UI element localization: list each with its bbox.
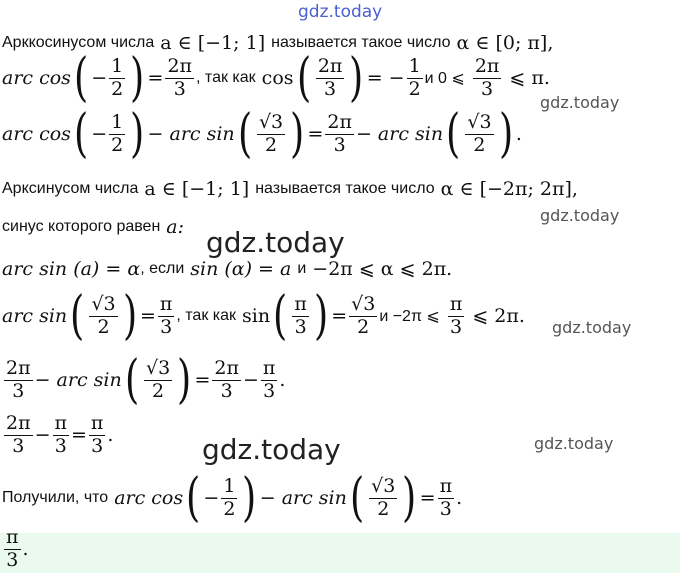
fraction: $\frac{1}{2}$ (223, 474, 236, 520)
fraction: $\frac{√3}{2}$ (258, 110, 284, 156)
watermark: gdz.today (534, 434, 614, 453)
fraction: $\frac{√3}{2}$ (371, 474, 396, 520)
definition-arcsin-cont: синус которого равен a: (2, 216, 185, 238)
fraction: $\frac{1}{2}$ (408, 54, 421, 100)
definition-arcsin: Арксинусом числа a ∈ [−1; 1] называется такое число α ∈ [−2π; 2π], (2, 178, 578, 200)
watermark: gdz.today (540, 93, 620, 112)
answer: $\frac{\pi}{3}$ . (6, 526, 29, 571)
fraction: $\frac{\pi}{3}$ (439, 474, 453, 520)
fraction: $\frac{2\pi}{3}$ (6, 412, 31, 457)
watermark-top: gdz.today (298, 2, 383, 22)
fraction: $\frac{2\pi}{3}$ (6, 356, 31, 402)
fraction: $\frac{√3}{2}$ (467, 110, 492, 156)
fraction: $\frac{\pi}{3}$ (54, 412, 67, 457)
equation-arccos-value: arc cos ( − $\frac{1}{2}$ ) = $\frac{2\pi}{3}$ , так как cos ( $\frac{2\pi}{3}$ ) = − $\frac{1}{2}$ и 0 ⩽ $\frac{2\pi}{3}$ ⩽ π. (2, 48, 550, 108)
fraction: $\frac{2\pi}{3}$ (327, 110, 352, 156)
fraction: $\frac{\pi}{3}$ (159, 292, 173, 338)
fraction: $\frac{√3}{2}$ (91, 292, 116, 338)
watermark-large: gdz.today (202, 433, 341, 466)
fraction: $\frac{2\pi}{3}$ (167, 54, 193, 100)
fraction: $\frac{2\pi}{3}$ (474, 54, 500, 100)
fraction: $\frac{1}{2}$ (111, 110, 124, 156)
fraction: $\frac{\pi}{3}$ (6, 526, 19, 571)
watermark-large: gdz.today (206, 226, 345, 259)
fraction: $\frac{2\pi}{3}$ (317, 54, 343, 100)
fraction: $\frac{\pi}{3}$ (294, 292, 307, 338)
result-statement: Получили, что arc cos ( − $\frac{1}{2}$ ) − arc sin ( $\frac{√3}{2}$ ) = $\frac{\pi}{3}$ . (2, 468, 463, 528)
equation-expression: arc cos ( − $\frac{1}{2}$ ) − arc sin ( $\frac{√3}{2}$ ) = $\frac{2\pi}{3}$ − arc sin ( $\frac{√3}{2}$ ) . (2, 104, 522, 164)
fraction: $\frac{2\pi}{3}$ (214, 356, 239, 402)
equation-step: $\frac{2\pi}{3}$ − $\frac{\pi}{3}$ = $\frac{\pi}{3}$ . (6, 412, 114, 457)
fraction: $\frac{\pi}{3}$ (90, 412, 104, 457)
fraction: $\frac{√3}{2}$ (351, 292, 376, 338)
watermark: gdz.today (552, 318, 632, 337)
arcsin-condition: arc sin (a) = α , если sin (α) = a и −2π ⩽ α ⩽ 2π. (2, 258, 453, 280)
answer-highlight (0, 533, 680, 573)
equation-arcsin-value: arc sin ( $\frac{√3}{2}$ ) = $\frac{\pi}{3}$ , так как sin ( $\frac{\pi}{3}$ ) = $\frac{√3}{2}$ и −2π ⩽ $\frac{\pi}{3}$ ⩽ 2π. (2, 286, 525, 346)
equation-step: $\frac{2\pi}{3}$ − arc sin ( $\frac{√3}{2}$ ) = $\frac{2\pi}{3}$ − $\frac{\pi}{3}$ . (6, 350, 286, 410)
watermark: gdz.today (540, 206, 620, 225)
fraction: $\frac{√3}{2}$ (146, 356, 171, 402)
fraction: $\frac{1}{2}$ (111, 54, 124, 100)
fraction: $\frac{\pi}{3}$ (262, 356, 276, 402)
fraction: $\frac{\pi}{3}$ (449, 292, 463, 338)
definition-arccos: Арккосинусом числа a ∈ [−1; 1] называется такое число α ∈ [0; π], (2, 32, 554, 54)
